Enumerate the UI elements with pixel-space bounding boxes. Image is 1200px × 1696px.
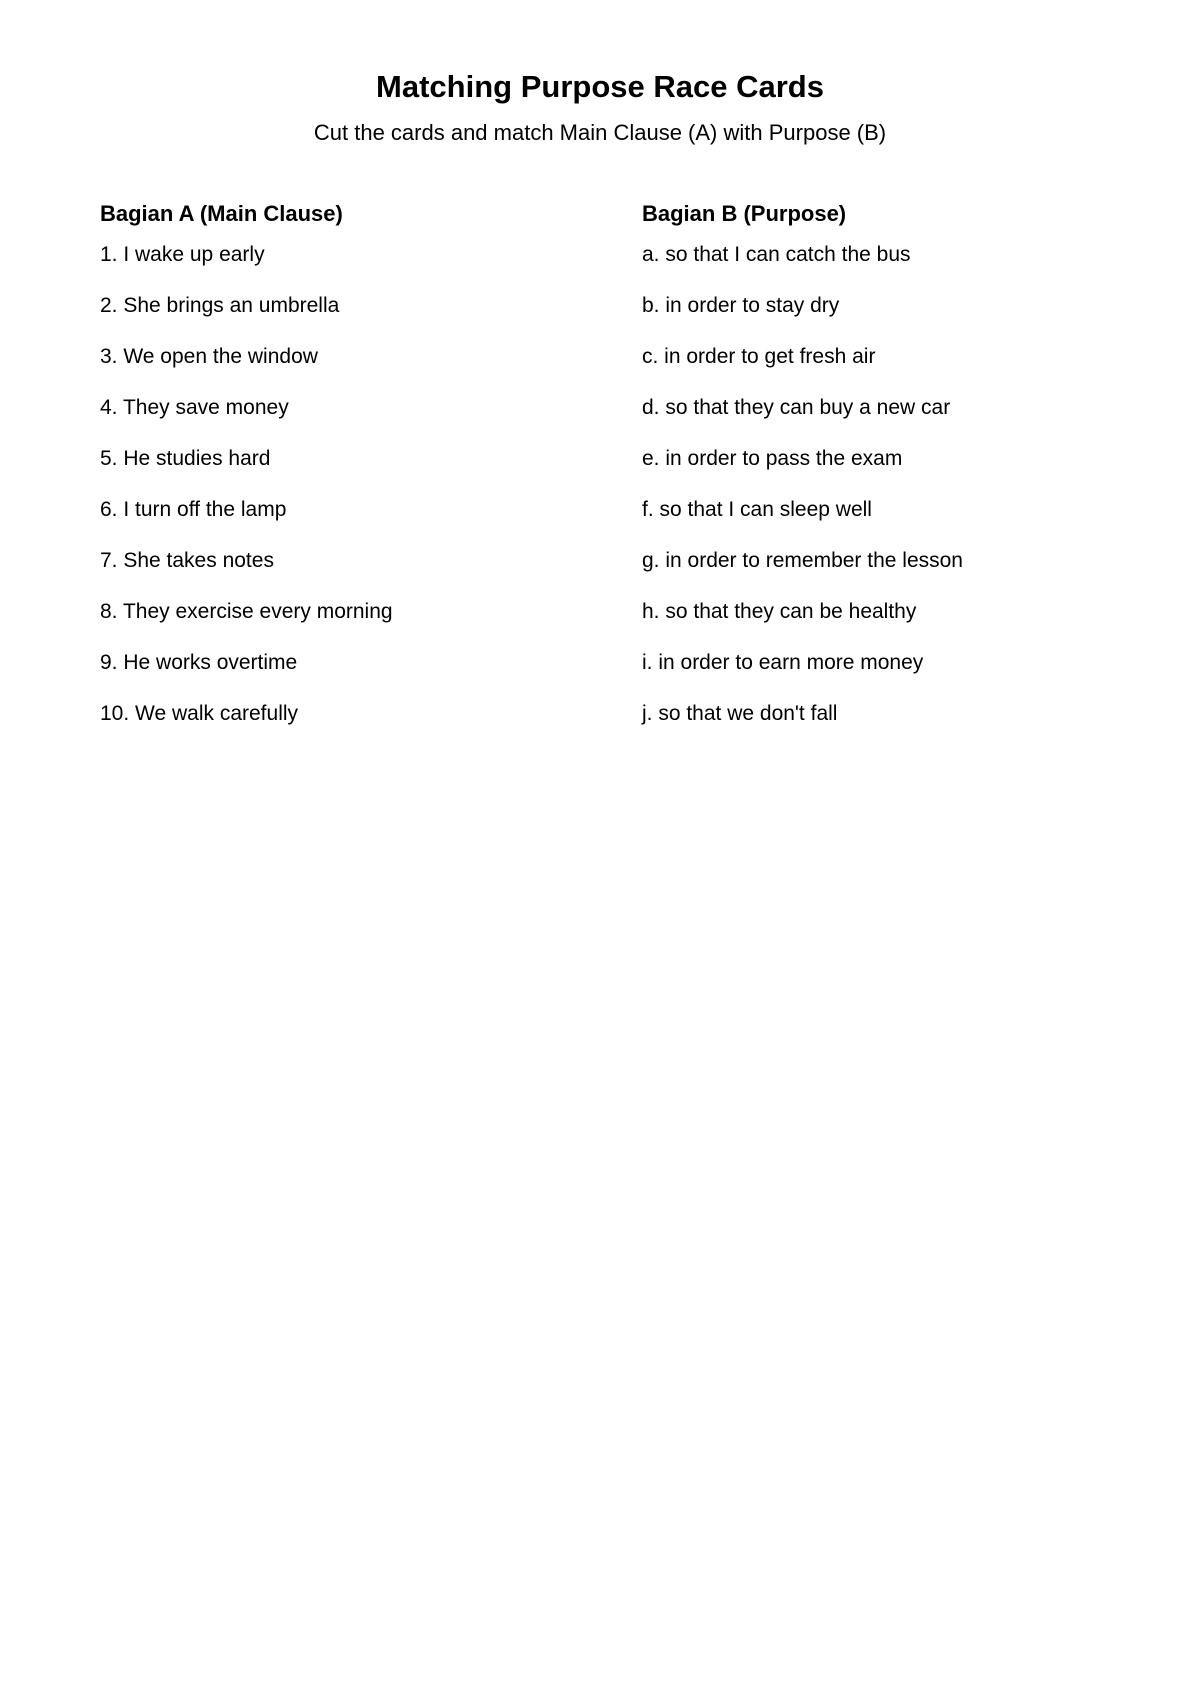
page-title: Matching Purpose Race Cards (376, 69, 824, 104)
main-clause-item: 10. We walk carefully (100, 702, 299, 725)
main-clause-item: 7. She takes notes (100, 549, 274, 572)
part-b-heading: Bagian B (Purpose) (642, 201, 847, 226)
part-b-column (642, 199, 1162, 750)
main-clause-item: 1. I wake up early (100, 243, 265, 266)
purpose-item: a. so that I can catch the bus (642, 243, 911, 266)
main-clause-item: 3. We open the window (100, 345, 318, 368)
purpose-item: f. so that I can sleep well (642, 498, 872, 521)
main-clause-item: 4. They save money (100, 396, 289, 419)
purpose-item: e. in order to pass the exam (642, 447, 903, 470)
purpose-item: h. so that they can be healthy (642, 600, 917, 623)
purpose-item: c. in order to get fresh air (642, 345, 876, 368)
part-a-heading: Bagian A (Main Clause) (100, 201, 343, 226)
purpose-item: b. in order to stay dry (642, 294, 840, 317)
main-clause-item: 8. They exercise every morning (100, 600, 393, 623)
main-clause-item: 9. He works overtime (100, 651, 298, 674)
part-a-list (100, 240, 600, 750)
purpose-item: g. in order to remember the lesson (642, 549, 963, 572)
main-clause-item: 5. He studies hard (100, 447, 271, 470)
purpose-item: j. so that we don't fall (642, 702, 838, 725)
page-subtitle: Cut the cards and match Main Clause (A) with Purpose (B) (313, 120, 887, 145)
part-b-list (642, 240, 1162, 750)
purpose-item: i. in order to earn more money (642, 651, 924, 674)
main-clause-item: 2. She brings an umbrella (100, 294, 340, 317)
purpose-item: d. so that they can buy a new car (642, 396, 951, 419)
part-a-column (100, 199, 600, 750)
main-clause-item: 6. I turn off the lamp (100, 498, 287, 521)
